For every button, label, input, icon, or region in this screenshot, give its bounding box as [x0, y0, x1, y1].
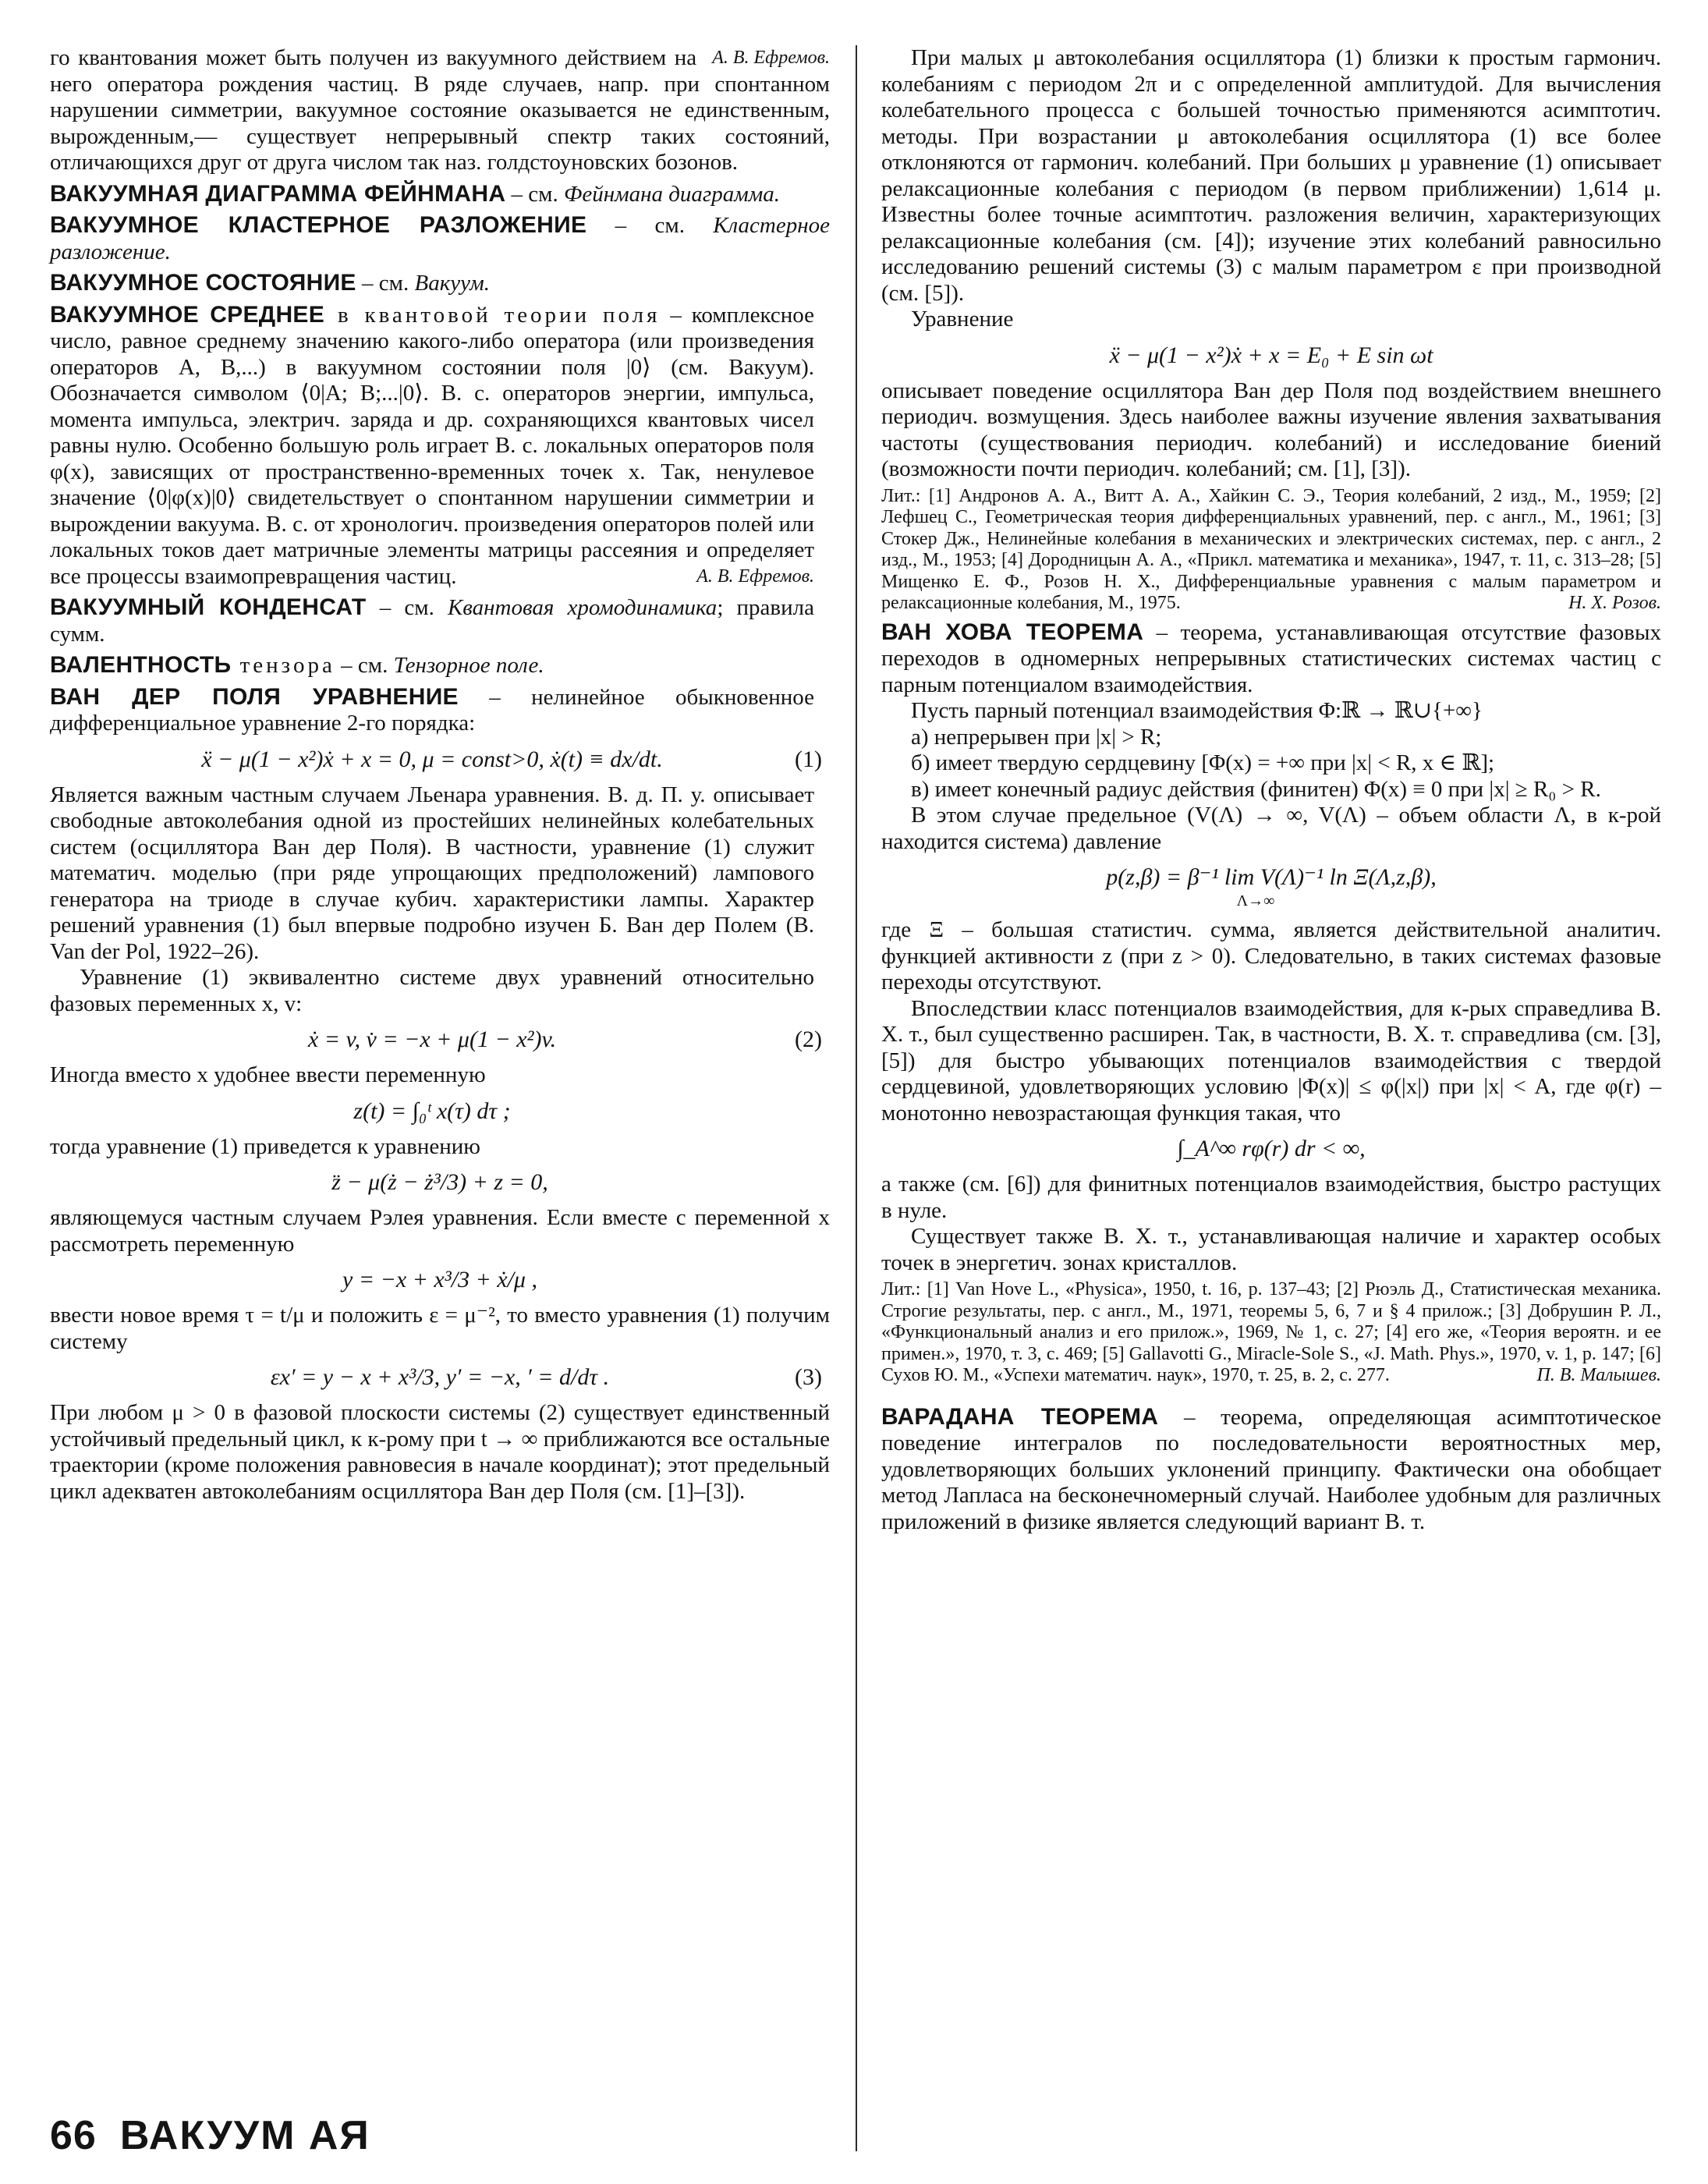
headword: ВАКУУМНОЕ СОСТОЯНИЕ	[50, 270, 356, 296]
entry-valence: ВАЛЕНТНОСТЬ тензора – см. Тензорное поле.	[50, 652, 544, 678]
paragraph: где Ξ – большая статистич. сумма, является действительной аналитич. функцией активности z (при z > 0). Следовательно, в таких системах фазовые переходы отсутствуют.	[881, 917, 1661, 994]
author-signature: Н. Х. Розов.	[1568, 593, 1661, 613]
column-divider	[856, 45, 857, 2151]
paragraph: Впоследствии класс потенциалов взаимодействия, для к-рых справедлива В. Х. т., был существенно расширен. Так, в частности, В. Х. т. справедлива (см. [3], [5]) для быстро убывающих потенциалов взаимодействия с твердой сердцевиной, удовлетворяющих условию |Φ(x)| ≤ φ(|x|) при |x| < A, где φ(r) – монотонно невозрастающая функция такая, что	[881, 995, 1661, 1126]
headword: ВАЛЕНТНОСТЬ	[50, 652, 232, 678]
headword: ВАРАДАНА ТЕОРЕМА	[881, 1403, 1159, 1430]
paragraph: Уравнение (1) эквивалентно системе двух уравнений относительно фазовых переменных x, v:	[50, 965, 814, 1016]
condition-c: в) имеет конечный радиус действия (финитен) Φ(x) ≡ 0 при |x| ≥ R₀ > R.	[911, 776, 1601, 802]
paragraph: описывает поведение осциллятора Ван дер Поля под воздействием внешнего периодич. возмущения. Здесь наиболее важны изучение явления захватывания частоты (существования периодич. колебаний) и исследование биений (возможности почти периодич. колебаний; см. [1], [3]).	[881, 378, 1661, 481]
paragraph: Существует также В. Х. т., устанавливающая наличие и характер особых точек в энергетич. зонах кристаллов.	[881, 1224, 1661, 1275]
paragraph: являющемуся частным случаем Рэлея уравнения. Если вместе с переменной x рассмотреть переменную	[50, 1205, 830, 1257]
cross-reference[interactable]: Фейнмана диаграмма.	[564, 181, 781, 207]
equation-pressure: p(z,β) = β⁻¹ lim V(Λ)⁻¹ ln Ξ(Λ,z,β), Λ→∞	[881, 863, 1661, 909]
headword: ВАКУУМНОЕ СРЕДНЕЕ	[50, 301, 325, 328]
headword: ВАКУУМНОЕ КЛАСТЕРНОЕ РАЗЛОЖЕНИЕ	[50, 212, 587, 238]
cross-reference[interactable]: Квантовая хромодинамика	[448, 595, 718, 620]
running-head: ВАКУУМ АЯ	[119, 2113, 370, 2158]
left-column	[50, 45, 830, 1505]
paragraph: тогда уравнение (1) приведется к уравнению	[50, 1133, 480, 1159]
entry-van-der-pol: ВАН ДЕР ПОЛЯ УРАВНЕНИЕ – нелинейное обыкновенное дифференциальное уравнение 2-го порядка:	[50, 683, 814, 736]
paragraph: При малых μ автоколебания осциллятора (1) близки к простым гармонич. колебаниям с периодом 2π и с определенной амплитудой. Для вычисления колебательного процесса с большей точностью применяются асимптотич. методы. При возрастании μ автоколебания осциллятора (1) все более отклоняются от гармонич. колебаний. При больших μ уравнение (1) описывает релаксационные колебания с периодом (в первом приближении) 1,614 μ. Известны более точные асимптотич. разложения величин, характеризующих релаксационные колебания (см. [4]); изучение этих колебаний равносильно исследованию решений системы (3) с малым параметром ε при производной (см. [5]).	[881, 45, 1661, 306]
paragraph: Пусть парный потенциал взаимодействия Φ:ℝ → ℝ∪{+∞}	[911, 698, 1483, 723]
equation-3: εx′ = y − x + x³/3, y′ = −x, ′ = d/dτ . (3)	[50, 1363, 830, 1392]
entry-van-hove: ВАН ХОВА ТЕОРЕМА – теорема, устанавливающая отсутствие фазовых переходов в одномерных непрерывных статистических системах частиц с парным потенциалом взаимодействия.	[881, 619, 1661, 697]
paragraph: Уравнение	[911, 307, 1014, 332]
page-number: 66	[50, 2113, 97, 2158]
paragraph: Иногда вместо x удобнее ввести переменную	[50, 1062, 486, 1087]
paragraph: а также (см. [6]) для финитных потенциалов взаимодействия, быстро растущих в нуле.	[881, 1172, 1661, 1223]
paragraph: При любом μ > 0 в фазовой плоскости системы (2) существует единственный устойчивый предельный цикл, к к-рому при t → ∞ приближаются все остальные траектории (кроме положения равновесия в начале координат); этот предельный цикл адекватен автоколебаниям осциллятора Ван дер Поля (см. [1]–[3]).	[50, 1400, 830, 1504]
cross-reference[interactable]: Тензорное поле.	[393, 653, 544, 678]
page-footer	[50, 2112, 370, 2159]
literature-list: Лит.: [1] Van Hove L., «Physica», 1950, t. 16, p. 137–43; [2] Рюэль Д., Статистическая механика. Строгие результаты, пер. с англ., М., 1971, теоремы 5, 6, 7 и § 4 прилож.; [3] Добрушин Р. Л., «Функциональный анализ и его прилож.», 1969, № 1, с. 27; [4] его же, «Теория вероятн. и ее примен.», 1970, т. 3, с. 469; [5] Gallavotti G., Miracle-Sole S., «J. Math. Phys.», 1970, v. 1, p. 147; [6] Сухов Ю. М., «Успехи математич. наук», 1970, т. 25, в. 2, с. 277. П. В. Малышев.	[881, 1279, 1661, 1385]
equation-number: (2)	[795, 1026, 822, 1052]
equation-1: ẍ − μ(1 − x²)ẋ + x = 0, μ = const>0, ẋ(t) ≡ dx/dt. (1)	[50, 745, 830, 775]
entry-vacuum-mean: ВАКУУМНОЕ СРЕДНЕЕ в квантовой теории поля – комплексное число, равное среднему значению какого-либо оператора (или произведения операторов A, B,...) в вакуумном состоянии поля |0⟩ (см. Вакуум). Обозначается символом ⟨0|A; B;...|0⟩. В. с. операторов энергии, импульса, момента импульса, электрич. заряда и др. сохраняющихся квантовых чисел равны нулю. Особенно большую роль играет В. с. локальных операторов поля φ(x), зависящих от пространственно-временных точек x. Так, ненулевое значение ⟨0|φ(x)|0⟩ свидетельствует о спонтанном нарушении симметрии и вырождении вакуума. В. с. от хронологич. произведения операторов полей или локальных токов дает матричные элементы матрицы рассеяния и определяет все процессы взаимопревращения частиц. А. В. Ефремов.	[50, 301, 815, 589]
headword: ВАН ДЕР ПОЛЯ УРАВНЕНИЕ	[50, 683, 459, 710]
equation-y: y = −x + x³/3 + ẋ/μ ,	[342, 1267, 537, 1292]
entry-vacuum-cluster: ВАКУУМНОЕ КЛАСТЕРНОЕ РАЗЛОЖЕНИЕ – см. Кластерное разложение.	[50, 212, 830, 264]
equation-number: (3)	[795, 1364, 822, 1390]
equation-forced: ẍ − μ(1 − x²)ẋ + x = E₀ + E sin ωt	[1109, 342, 1433, 368]
condition-b: б) имеет твердую сердцевину [Φ(x) = +∞ при |x| < R, x ∈ ℝ];	[911, 750, 1495, 775]
headword: ВАН ХОВА ТЕОРЕМА	[881, 619, 1144, 645]
entry-vacuum-condensate: ВАКУУМНЫЙ КОНДЕНСАТ – см. Квантовая хромодинамика; правила сумм.	[50, 594, 814, 647]
equation-rayleigh: z̈ − μ(ż − ż³/3) + z = 0,	[331, 1169, 548, 1195]
entry-continuation: А. В. Ефремов. го квантования может быть получен из вакуумного действием на него оператора рождения частиц. В ряде случаев, напр. при спонтанном нарушении симметрии, вакуумное состояние оказывается не единственным, вырожденным,— существует непрерывный спектр таких состояний, отличающихся друг от друга числом так наз. голдстоуновских бозонов.	[50, 45, 830, 175]
limit-subscript: Λ→∞	[1236, 892, 1275, 909]
paragraph: В этом случае предельное (V(Λ) → ∞, V(Λ) – объем области Λ, в к-рой находится система) давление	[881, 803, 1661, 854]
paragraph: Является важным частным случаем Льенара уравнения. В. д. П. у. описывает свободные автоколебания одной из простейших нелинейных колебательных систем (осциллятора Ван дер Поля). В частности, уравнение (1) служит математич. моделью (при ряде упрощающих предположений) лампового генератора на триоде в случае кубич. характеристики лампы. Характер решений уравнения (1) был впервые подробно изучен Б. Ван дер Полем (B. Van der Pol, 1922–26).	[50, 782, 814, 964]
cross-reference[interactable]: Вакуум.	[414, 271, 491, 296]
headword: ВАКУУМНАЯ ДИАГРАММА ФЕЙНМАНА	[50, 180, 506, 207]
paragraph: ввести новое время τ = t/μ и положить ε = μ⁻², то вместо уравнения (1) получим систему	[50, 1303, 830, 1354]
equation-number: (1)	[795, 746, 822, 772]
cross-reference[interactable]: Кластерное разложение.	[50, 213, 830, 264]
author-signature: А. В. Ефремов.	[712, 48, 830, 68]
entry-vacuum-diagram: ВАКУУМНАЯ ДИАГРАММА ФЕЙНМАНА – см. Фейнмана диаграмма.	[50, 180, 781, 207]
author-signature: П. В. Малышев.	[1536, 1365, 1661, 1385]
condition-a: а) непрерывен при |x| > R;	[911, 724, 1162, 750]
entry-varadhan: ВАРАДАНА ТЕОРЕМА – теорема, определяющая асимптотическое поведение интегралов по последовательности вероятностных мер, удовлетворяющих больших уклонений принципу. Фактически она обобщает метод Лапласа на бесконечномерный случай. Наиболее удобным для различных приложений в физике является следующий вариант В. т.	[881, 1403, 1661, 1534]
equation-integral: ∫_A^∞ rφ(r) dr < ∞,	[1177, 1136, 1366, 1161]
equation-z: z(t) = ∫₀ᵗ x(τ) dτ ;	[353, 1097, 511, 1124]
right-column	[881, 45, 1661, 1535]
equation-2: ẋ = v, v̇ = −x + μ(1 − x²)v. (2)	[50, 1025, 830, 1055]
headword: ВАКУУМНЫЙ КОНДЕНСАТ	[50, 594, 367, 620]
literature-list: Лит.: [1] Андронов А. А., Витт А. А., Хайкин С. Э., Теория колебаний, 2 изд., М., 1959; [2] Лефшец С., Геометрическая теория дифференциальных уравнений, пер. с англ., М., 1961; [3] Стокер Дж., Нелинейные колебания в механических и электрических системах, пер. с англ., 2 изд., М., 1953; [4] Дородницын А. А., «Прикл. математика и механика», 1947, т. 11, с. 313–28; [5] Мищенко Е. Ф., Розов Н. Х., Дифференциальные уравнения с малым параметром и релаксационные колебания, М., 1975. Н. Х. Розов.	[881, 485, 1661, 613]
entry-vacuum-state: ВАКУУМНОЕ СОСТОЯНИЕ – см. Вакуум.	[50, 270, 491, 296]
